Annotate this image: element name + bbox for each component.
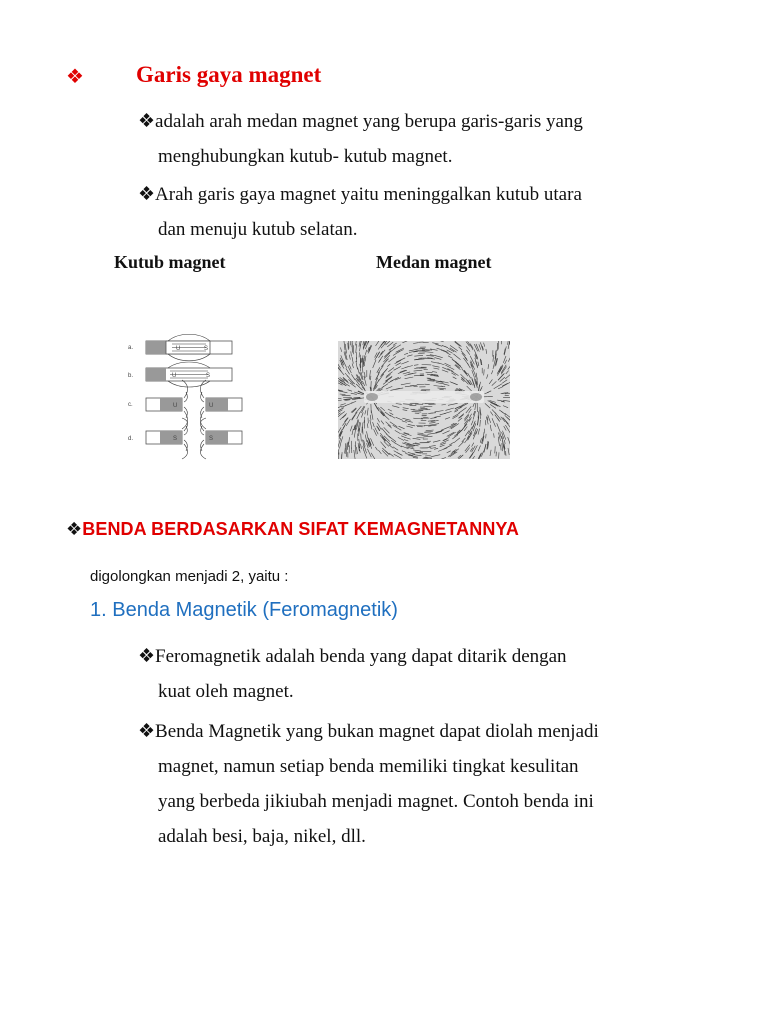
svg-text:U: U — [172, 373, 177, 379]
section2-heading — [66, 519, 519, 540]
item-text-line: magnet, namun setiap benda memiliki tingkat kesulitan — [158, 756, 579, 777]
section1-item-2 — [138, 177, 758, 247]
diagram-row-c — [128, 380, 242, 429]
svg-text:U: U — [209, 403, 214, 409]
subsection-number: 1. — [90, 599, 107, 621]
svg-text:S: S — [206, 373, 211, 379]
section2-title: BENDA BERDASARKAN SIFAT KEMAGNETANNYA — [82, 519, 519, 539]
subsection-item-1 — [138, 639, 758, 709]
item-text-line: Benda Magnetik yang bukan magnet dapat diolah menjadi — [155, 721, 599, 742]
section1-title: Garis gaya magnet — [136, 62, 322, 87]
magnetic-poles-diagram — [124, 330, 256, 462]
subsection-title: Benda Magnetik (Feromagnetik) — [112, 599, 398, 621]
item-text-line: dan menuju kutub selatan. — [158, 219, 358, 240]
svg-text:U: U — [173, 403, 178, 409]
svg-text:b.: b. — [128, 373, 134, 379]
item-text-line: Feromagnetik adalah benda yang dapat ditarik dengan — [155, 646, 567, 667]
item-text-line: adalah arah medan magnet yang berupa garis-garis yang — [155, 111, 583, 132]
item-text-line: Arah garis gaya magnet yaitu meninggalkan kutub utara — [155, 184, 582, 205]
item-text-line: menghubungkan kutub- kutub magnet. — [158, 146, 453, 167]
diamond-bullet-icon: ❖ — [138, 111, 156, 132]
caption-medan-magnet: Medan magnet — [376, 252, 492, 272]
diagram-row-a — [128, 334, 232, 361]
item-text-line: yang berbeda jikiubah menjadi magnet. Contoh benda ini — [158, 791, 594, 812]
caption-kutub-magnet: Kutub magnet — [114, 252, 226, 272]
item-text-line: kuat oleh magnet. — [158, 681, 294, 702]
diamond-bullet-icon: ❖ — [138, 184, 156, 205]
svg-text:S: S — [209, 436, 214, 442]
subsection-item-2 — [138, 714, 758, 854]
diamond-bullet-icon: ❖ — [138, 721, 156, 742]
svg-text:c.: c. — [128, 402, 133, 408]
svg-text:a.: a. — [128, 345, 134, 351]
svg-text:S: S — [173, 436, 178, 442]
svg-text:U: U — [176, 346, 181, 352]
svg-text:d.: d. — [128, 436, 134, 442]
section2-intro: digolongkan menjadi 2, yaitu : — [90, 568, 289, 585]
section1-item-1 — [138, 104, 758, 174]
diagram-row-b — [128, 362, 232, 387]
diamond-bullet-icon: ❖ — [138, 646, 156, 667]
diagram-row-d — [128, 418, 242, 459]
item-text-line: adalah besi, baja, nikel, dll. — [158, 826, 366, 847]
section1-bullet: ❖ — [66, 66, 84, 88]
magnetic-field-photo — [338, 341, 510, 459]
diamond-bullet-icon: ❖ — [66, 519, 83, 539]
subsection-heading — [90, 599, 398, 622]
svg-text:S: S — [204, 346, 209, 352]
